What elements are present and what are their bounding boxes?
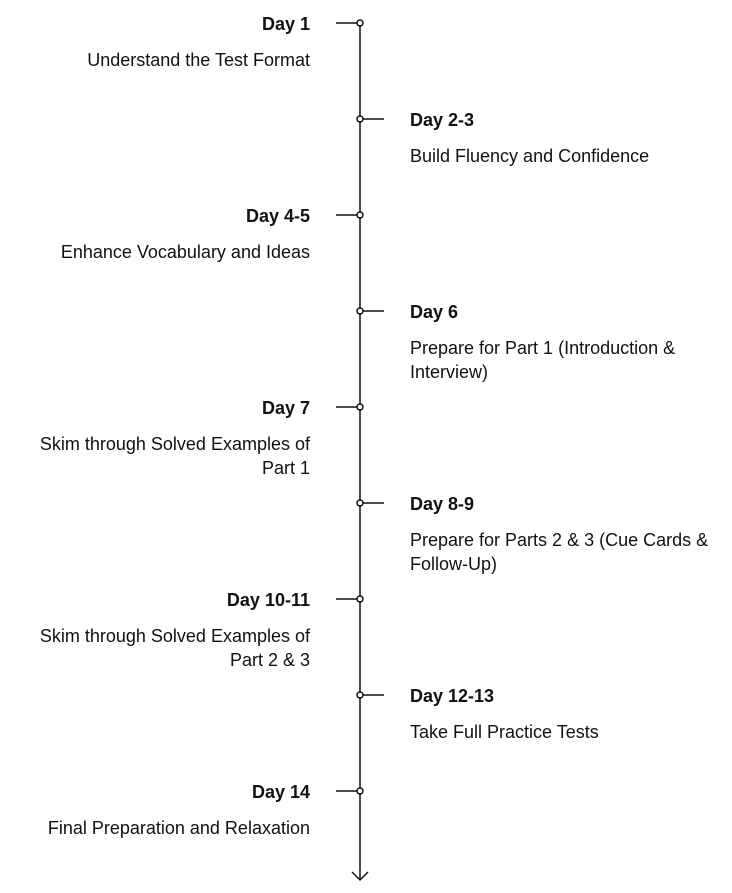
timeline-entry-day-8-9: [410, 493, 720, 576]
timeline-entry-day-6: [410, 301, 720, 384]
timeline-entry-day-12-13: [410, 685, 720, 744]
entry-text: Skim through Solved Examples of Part 1: [39, 434, 310, 478]
entry-text: Prepare for Part 1 (Introduction & Interview): [410, 338, 676, 382]
entry-day: Day 8-9: [410, 494, 475, 514]
timeline-entry-day-7: [10, 397, 310, 480]
entry-text: Enhance Vocabulary and Ideas: [60, 242, 310, 262]
timeline-entry-day-14: [10, 781, 310, 840]
entry-day: Day 2-3: [410, 110, 475, 130]
entry-day: Day 1: [261, 14, 310, 34]
timeline-entry-day-4-5: [10, 205, 310, 264]
timeline-node: [357, 404, 363, 410]
timeline-node: [357, 116, 363, 122]
entry-text: Build Fluency and Confidence: [410, 146, 650, 166]
entry-day: Day 10-11: [226, 590, 310, 610]
entry-text: Prepare for Parts 2 & 3 (Cue Cards & Follow-Up): [410, 530, 709, 574]
timeline-node: [357, 596, 363, 602]
timeline-entry-day-10-11: [10, 589, 310, 672]
timeline-node: [357, 212, 363, 218]
entry-text: Take Full Practice Tests: [410, 722, 599, 742]
timeline-node: [357, 788, 363, 794]
entry-day: Day 6: [410, 302, 459, 322]
entry-text: Final Preparation and Relaxation: [47, 818, 310, 838]
timeline-node: [357, 500, 363, 506]
timeline-entry-day-1: [10, 13, 310, 72]
entry-text: Understand the Test Format: [87, 50, 310, 70]
timeline-entry-day-2-3: [410, 109, 720, 168]
entry-text: Skim through Solved Examples of Part 2 & 3: [39, 626, 310, 670]
entry-day: Day 4-5: [245, 206, 310, 226]
entry-day: Day 14: [251, 782, 310, 802]
timeline-node: [357, 308, 363, 314]
timeline-node: [357, 20, 363, 26]
entry-day: Day 12-13: [410, 686, 495, 706]
timeline-node: [357, 692, 363, 698]
entry-day: Day 7: [261, 398, 310, 418]
